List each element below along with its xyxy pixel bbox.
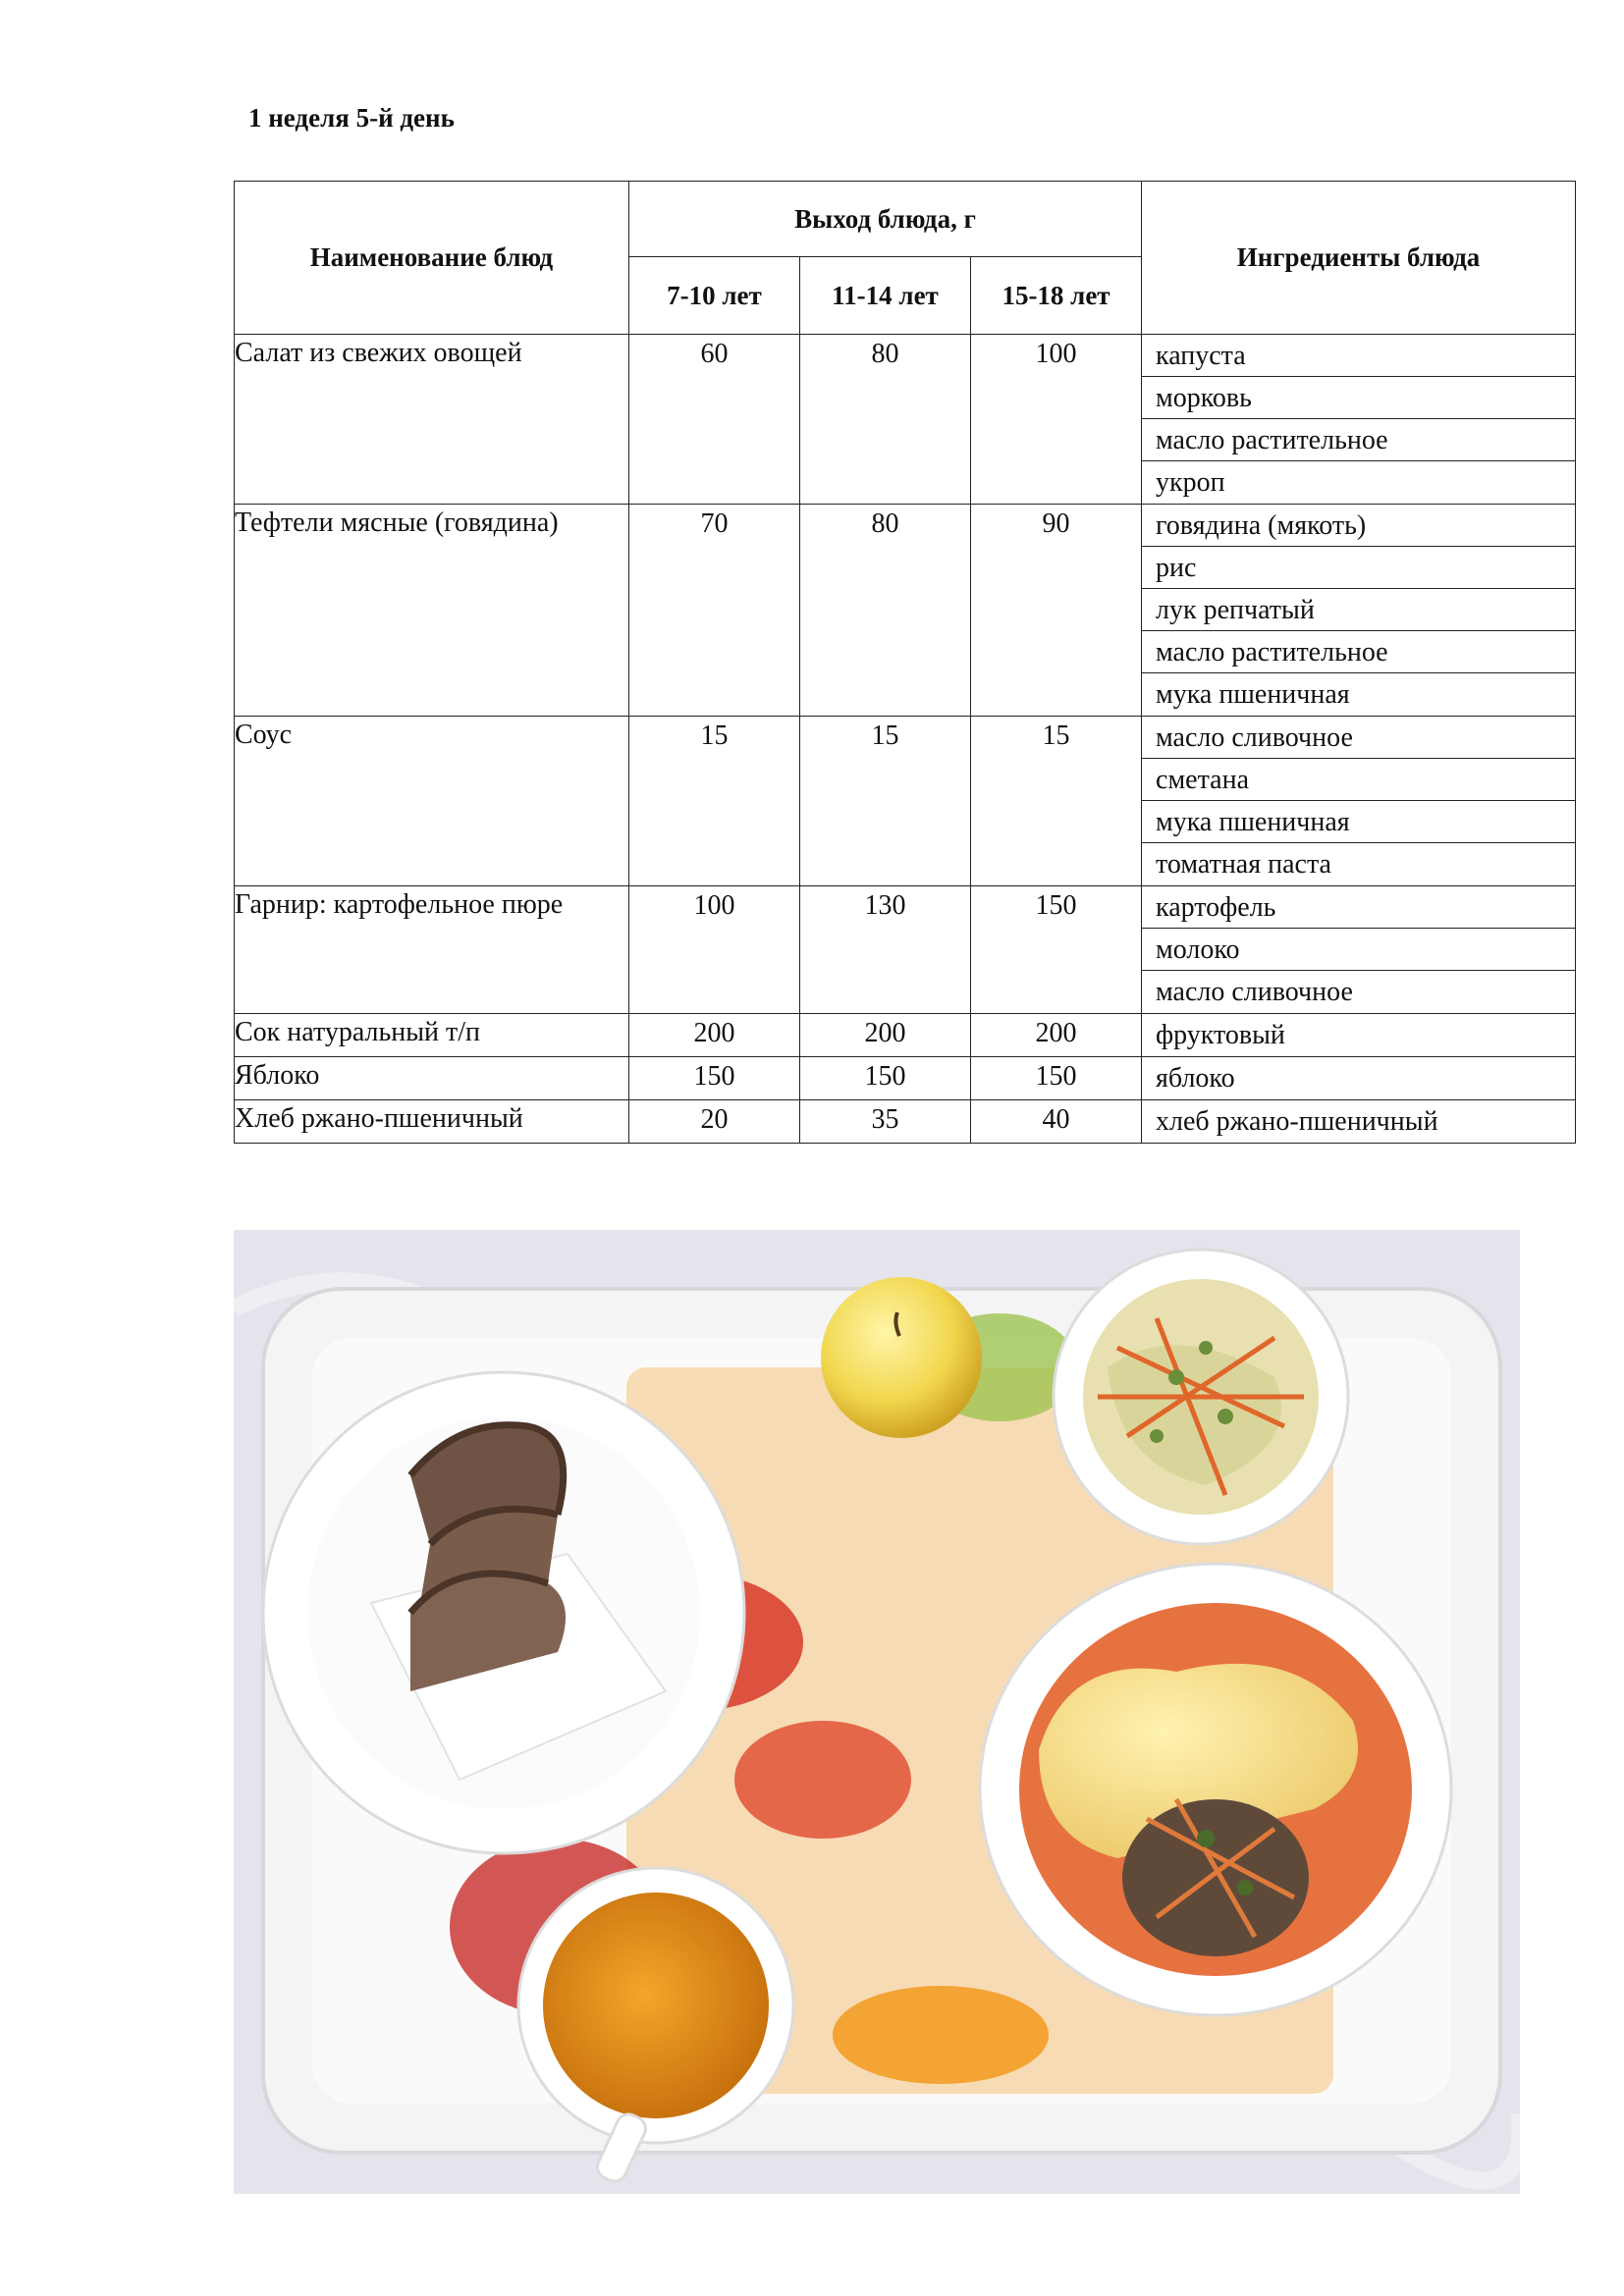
menu-table: [234, 181, 1576, 1144]
dish-name: Гарнир: картофельное пюре: [235, 886, 629, 1014]
table-row: [235, 717, 1576, 886]
ingredients-cell: [1142, 335, 1576, 505]
header-ingredients: Ингредиенты блюда: [1142, 182, 1576, 335]
yield-value: 15: [800, 717, 971, 886]
salad-bowl: [1054, 1250, 1348, 1544]
page-heading: 1 неделя 5-й день: [248, 103, 455, 133]
ingredient-item: укроп: [1156, 467, 1225, 498]
meal-photo-illustration: [234, 1230, 1520, 2194]
yield-value: 15: [971, 717, 1142, 886]
ingredient-item: молоко: [1142, 929, 1575, 971]
yield-value: 40: [971, 1100, 1142, 1144]
yield-value: 90: [971, 505, 1142, 717]
yield-value: 200: [629, 1014, 800, 1057]
ingredients-cell: [1142, 886, 1576, 1014]
yield-value: 200: [800, 1014, 971, 1057]
ingredient-item: лук репчатый: [1142, 589, 1575, 631]
ingredient-item: масло растительное: [1142, 631, 1575, 673]
table-row: [235, 335, 1576, 505]
header-age-15-18: 15-18 лет: [971, 257, 1142, 335]
ingredient-item: сметана: [1142, 759, 1575, 801]
dish-name: Яблоко: [235, 1057, 629, 1100]
bread-plate: [263, 1372, 744, 1853]
ingredient-item: томатная паста: [1156, 849, 1331, 880]
menu-table-body: [235, 335, 1576, 1144]
yield-value: 70: [629, 505, 800, 717]
apple: [821, 1277, 982, 1438]
yield-value: 150: [629, 1057, 800, 1100]
yield-value: 80: [800, 505, 971, 717]
ingredient-item: масло сливочное: [1156, 977, 1353, 1007]
yield-value: 130: [800, 886, 971, 1014]
header-age-7-10: 7-10 лет: [629, 257, 800, 335]
ingredients-cell: [1142, 1100, 1576, 1144]
ingredients-cell: [1142, 717, 1576, 886]
dish-name: Салат из свежих овощей: [235, 335, 629, 505]
yield-value: 100: [629, 886, 800, 1014]
table-row: [235, 1014, 1576, 1057]
table-row: [235, 886, 1576, 1014]
yield-value: 20: [629, 1100, 800, 1144]
table-row: [235, 505, 1576, 717]
dish-name: Соус: [235, 717, 629, 886]
ingredient-item: хлеб ржано-пшеничный: [1156, 1106, 1438, 1137]
yield-value: 200: [971, 1014, 1142, 1057]
yield-value: 35: [800, 1100, 971, 1144]
ingredient-item: масло сливочное: [1142, 717, 1575, 759]
yield-value: 100: [971, 335, 1142, 505]
ingredients-cell: [1142, 1014, 1576, 1057]
dish-name: Тефтели мясные (говядина): [235, 505, 629, 717]
ingredients-cell: [1142, 1057, 1576, 1100]
ingredient-item: морковь: [1142, 377, 1575, 419]
yield-value: 150: [971, 886, 1142, 1014]
ingredient-item: капуста: [1142, 335, 1575, 377]
ingredient-item: фруктовый: [1156, 1020, 1285, 1050]
ingredient-item: говядина (мякоть): [1142, 505, 1575, 547]
yield-value: 80: [800, 335, 971, 505]
dish-name: Сок натуральный т/п: [235, 1014, 629, 1057]
table-row: [235, 1057, 1576, 1100]
table-row: [235, 1100, 1576, 1144]
ingredient-item: рис: [1142, 547, 1575, 589]
dish-name: Хлеб ржано-пшеничный: [235, 1100, 629, 1144]
yield-value: 150: [971, 1057, 1142, 1100]
header-age-11-14: 11-14 лет: [800, 257, 971, 335]
meal-photo: [234, 1230, 1520, 2194]
ingredient-item: яблоко: [1156, 1063, 1235, 1094]
ingredient-item: картофель: [1142, 886, 1575, 929]
ingredient-item: масло растительное: [1142, 419, 1575, 461]
ingredient-item: мука пшеничная: [1156, 679, 1350, 710]
yield-value: 15: [629, 717, 800, 886]
ingredients-cell: [1142, 505, 1576, 717]
ingredient-item: мука пшеничная: [1142, 801, 1575, 843]
yield-value: 60: [629, 335, 800, 505]
yield-value: 150: [800, 1057, 971, 1100]
main-dish-bowl: [980, 1564, 1451, 2015]
header-dish-name: Наименование блюд: [235, 182, 629, 335]
header-yield: Выход блюда, г: [629, 182, 1142, 257]
